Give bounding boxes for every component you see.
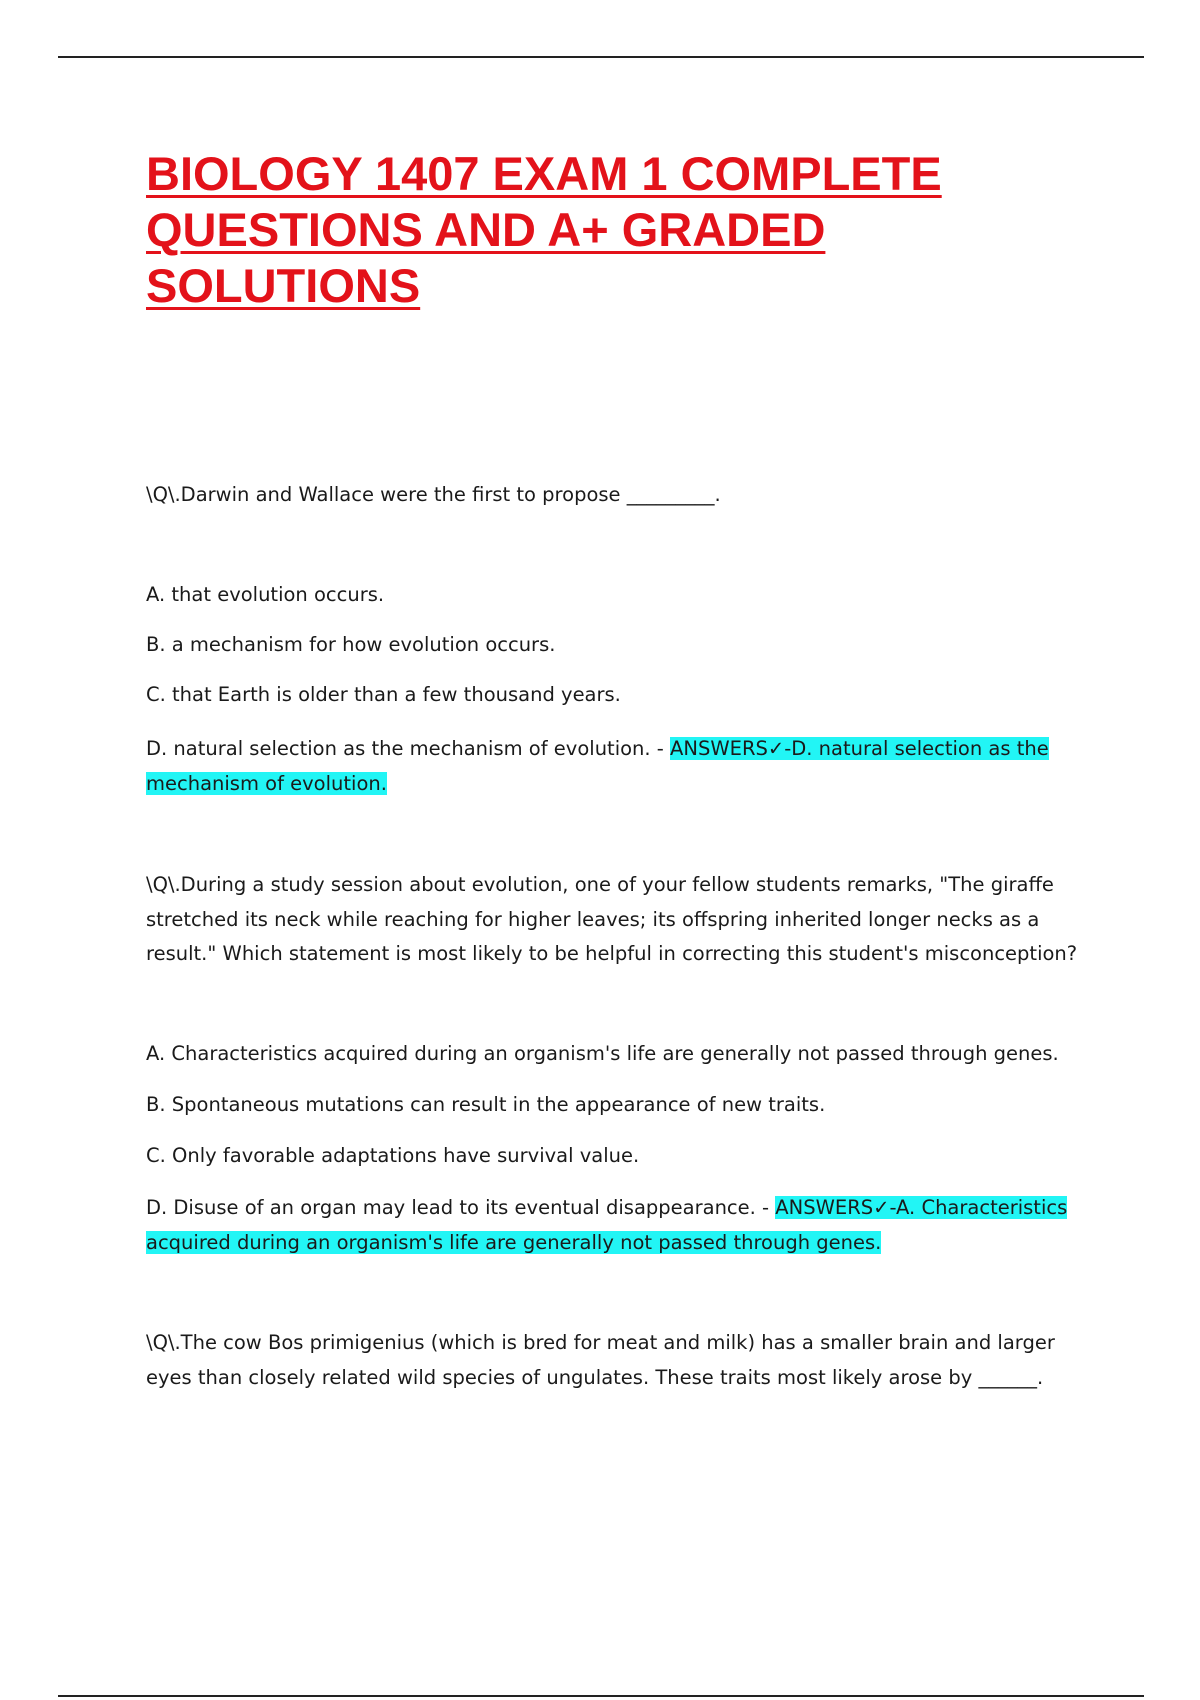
question-2-option-b: B. Spontaneous mutations can result in the appearance of new traits. bbox=[146, 1093, 826, 1116]
question-1-option-b: B. a mechanism for how evolution occurs. bbox=[146, 633, 556, 656]
header-rule bbox=[58, 56, 1144, 58]
footer-rule bbox=[58, 1695, 1144, 1697]
option-d-text: D. Disuse of an organ may lead to its eventual disappearance. - bbox=[146, 1196, 776, 1219]
question-2-text: \Q\.During a study session about evolution, one of your fellow students remarks, "The giraffe stretched its neck while reaching for higher leaves; its offspring inherited longer necks as a result." Which statement is most likely to be helpful in correcting this student's misconception? bbox=[146, 873, 1078, 965]
option-d-text: D. natural selection as the mechanism of evolution. - bbox=[146, 737, 671, 760]
question-3-prompt bbox=[146, 1326, 1086, 1395]
question-2-option-d bbox=[146, 1191, 1086, 1260]
question-1-option-c: C. that Earth is older than a few thousand years. bbox=[146, 683, 621, 706]
document-title bbox=[146, 146, 1046, 314]
title-line-1: BIOLOGY 1407 EXAM 1 COMPLETE bbox=[146, 147, 942, 200]
question-2-option-c: C. Only favorable adaptations have survival value. bbox=[146, 1144, 640, 1167]
question-1-option-a: A. that evolution occurs. bbox=[146, 583, 385, 606]
question-1-text: \Q\.Darwin and Wallace were the first to propose _________. bbox=[146, 483, 721, 506]
question-2-prompt bbox=[146, 868, 1086, 972]
question-1-prompt bbox=[146, 478, 1086, 513]
question-1-option-d bbox=[146, 732, 1086, 801]
question-3-text: \Q\.The cow Bos primigenius (which is bred for meat and milk) has a smaller brain and larger eyes than closely related wild species of ungulates. These traits most likely arose by ______. bbox=[146, 1331, 1055, 1389]
title-line-3: SOLUTIONS bbox=[146, 259, 421, 312]
question-2-option-a: A. Characteristics acquired during an organism's life are generally not passed through genes. bbox=[146, 1042, 1059, 1065]
question-1-answer: ANSWERS✓-D. natural selection as the mechanism of evolution. bbox=[146, 737, 1049, 795]
question-2-answer: ANSWERS✓-A. Characteristics acquired during an organism's life are generally not passed through genes. bbox=[146, 1196, 1068, 1254]
title-line-2: QUESTIONS AND A+ GRADED bbox=[146, 203, 826, 256]
